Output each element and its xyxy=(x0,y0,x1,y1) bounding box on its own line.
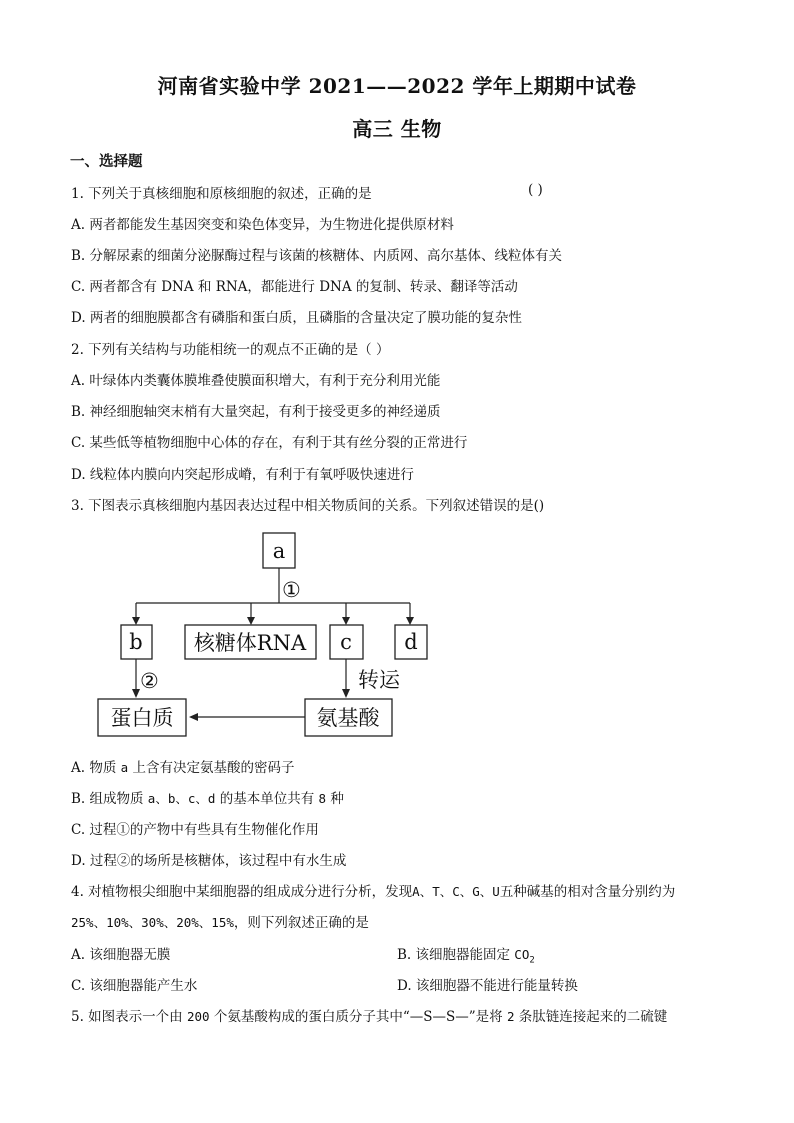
diagram-step-1: ① xyxy=(282,578,301,602)
question-4-option-b: B. 该细胞器能固定 $CO_2$ xyxy=(397,947,535,966)
question-1-option-c: C. 两者都含有 DNA 和 RNA，都能进行 DNA 的复制、转录、翻译等活动 xyxy=(71,279,518,295)
question-3-stem: 3. 下图表示真核细胞内基因表达过程中相关物质间的关系。下列叙述错误的是() xyxy=(71,498,545,514)
diagram-label-transport: 转运 xyxy=(358,668,400,692)
diagram-label-rrna: 核糖体RNA xyxy=(193,631,307,655)
diagram-arrowhead xyxy=(189,713,198,721)
question-3-option-c: C. 过程①的产物中有些具有生物催化作用 xyxy=(71,822,319,838)
diagram-label-a: a xyxy=(272,539,286,563)
diagram-arrowhead xyxy=(247,617,255,625)
question-4-option-a: A. 该细胞器无膜 xyxy=(71,947,171,963)
diagram-arrowhead xyxy=(406,617,414,625)
section-heading: 一、选择题 xyxy=(70,153,143,170)
question-4-option-d: D. 该细胞器不能进行能量转换 xyxy=(397,978,578,994)
diagram-step-2: ② xyxy=(140,669,159,693)
diagram-label-protein: 蛋白质 xyxy=(110,706,174,730)
question-1-option-a: A. 两者都能发生基因突变和染色体变异，为生物进化提供原材料 xyxy=(71,217,454,233)
diagram-label-b: b xyxy=(129,630,143,654)
question-1-answer-blank: ( ) xyxy=(528,182,543,198)
question-2-option-d: D. 线粒体内膜向内突起形成嵴，有利于有氧呼吸快速进行 xyxy=(71,467,414,483)
question-4-stem-line-1: 4. 对植物根尖细胞中某细胞器的组成成分进行分析，发现A、T、C、G、U五种碱基的相对含量分别约为 xyxy=(71,884,676,900)
diagram-arrowhead xyxy=(342,617,350,625)
question-4-option-c: C. 该细胞器能产生水 xyxy=(71,978,198,994)
question-3-option-b: B. 组成物质 a、b、c、d 的基本单位共有 8 种 xyxy=(71,791,344,807)
diagram-label-aminoacid: 氨基酸 xyxy=(316,706,380,730)
question-2-option-c: C. 某些低等植物细胞中心体的存在，有利于其有丝分裂的正常进行 xyxy=(71,435,468,451)
question-5-stem: 5. 如图表示一个由 200 个氨基酸构成的蛋白质分子其中“—S—S—”是将 2 条肽链连接起来的二硫键 xyxy=(71,1009,668,1025)
exam-subtitle: 高三 生物 xyxy=(352,117,442,141)
diagram-arrowhead xyxy=(132,689,140,698)
diagram-arrowhead xyxy=(132,617,140,625)
question-4-stem-line-2: 25%、10%、30%、20%、15%，则下列叙述正确的是 xyxy=(71,915,369,931)
question-2-option-a: A. 叶绿体内类囊体膜堆叠使膜面积增大，有利于充分利用光能 xyxy=(71,373,441,389)
diagram-arrowhead xyxy=(342,689,350,698)
question-3-option-d: D. 过程②的场所是核糖体，该过程中有水生成 xyxy=(71,853,347,869)
question-2-stem: 2. 下列有关结构与功能相统一的观点不正确的是（ ） xyxy=(71,342,390,358)
exam-title: 河南省实验中学 2021——2022 学年上期期中试卷 xyxy=(157,74,637,98)
diagram-label-c: c xyxy=(340,630,352,654)
question-1-option-d: D. 两者的细胞膜都含有磷脂和蛋白质，且磷脂的含量决定了膜功能的复杂性 xyxy=(71,310,522,326)
diagram-label-d: d xyxy=(404,630,418,654)
question-1-option-b: B. 分解尿素的细菌分泌脲酶过程与该菌的核糖体、内质网、高尔基体、线粒体有关 xyxy=(71,248,563,264)
question-2-option-b: B. 神经细胞轴突末梢有大量突起，有利于接受更多的神经递质 xyxy=(71,404,441,420)
question-3-option-a: A. 物质 a 上含有决定氨基酸的密码子 xyxy=(71,760,295,776)
question-1-text: 1. 下列关于真核细胞和原核细胞的叙述，正确的是 xyxy=(71,186,372,202)
